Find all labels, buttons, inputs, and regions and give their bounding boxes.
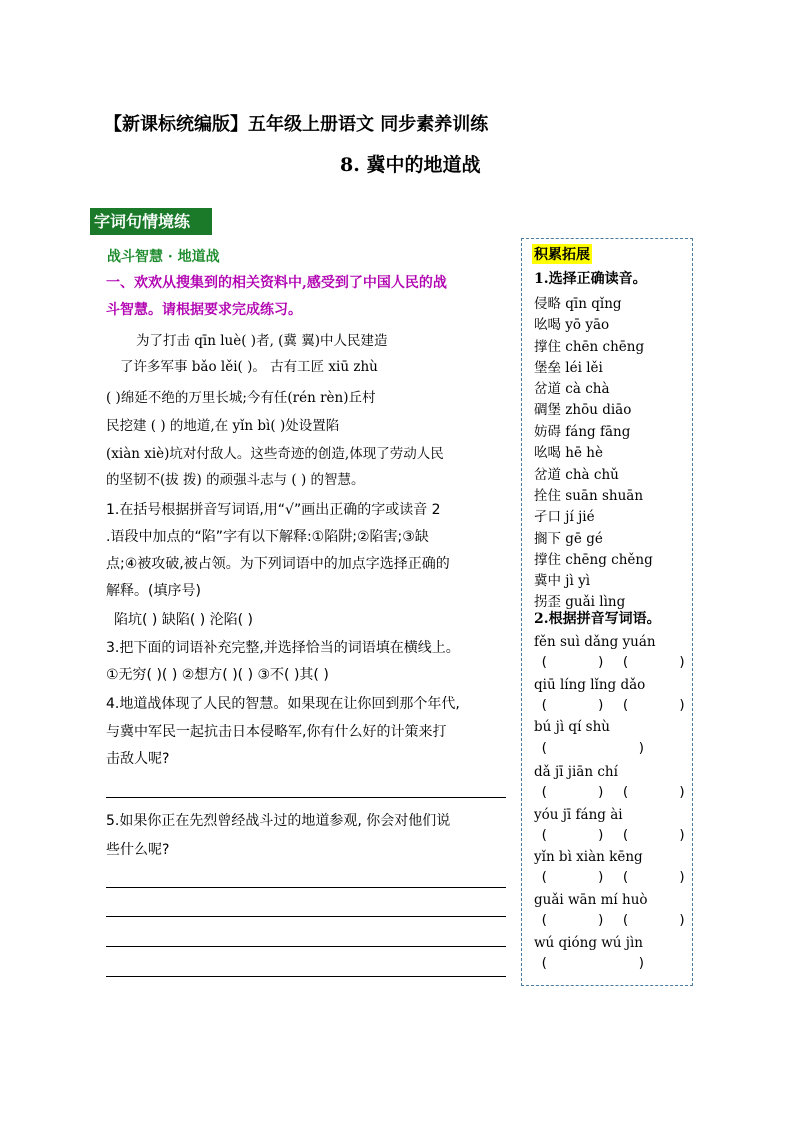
sidebar-pinyin: fěn suì dǎng yuán [534,634,656,650]
sidebar-pinyin: bú jì qí shù [534,719,610,735]
sidebar-reading-item: 碉堡 zhōu diāo [534,402,632,418]
sidebar-blank: ( ) [540,955,646,971]
question-2-items: 陷坑( ) 缺陷( ) 沦陷( ) [114,612,254,628]
sidebar-reading-item: 岔道 cà chà [534,381,610,397]
question-1-line: 1.在括号根据拼音写词语,用“√”画出正确的字或读音 2 [106,502,441,518]
answer-line [106,797,506,798]
section-subtitle: 战斗智慧 · 地道战 [107,249,220,265]
sidebar-blank: ( ) ( ) [540,869,687,885]
sidebar-reading-item: 妨碍 fáng fāng [534,424,631,440]
sidebar-reading-item: 吆喝 hē hè [534,445,603,461]
sidebar-pinyin: guǎi wān mí huò [534,892,648,908]
answer-line [106,976,506,977]
sidebar-blank: ( ) ( ) [540,827,687,843]
section-banner: 字词句情境练 [90,208,212,235]
sidebar-reading-item: 撑住 chēng chěng [534,552,653,568]
sidebar-blank: ( ) ( ) [540,912,687,928]
sidebar-blank: ( ) ( ) [540,784,687,800]
answer-line [106,946,506,947]
sidebar-reading-item: 岔道 chà chǔ [534,467,619,483]
sidebar-reading-item: 搁下 gē gé [534,531,603,547]
question-5-line: 些什么呢? [106,842,170,858]
sidebar-blank: ( ) ( ) [540,654,687,670]
passage-line: 为了打击 qīn luè( )者, (冀 翼)中人民建造 [136,333,388,349]
sidebar-pinyin: yóu jī fáng ài [534,807,623,823]
sidebar-reading-item: 撑住 chēn chēng [534,339,645,355]
sidebar-heading-2: 2.根据拼音写词语。 [534,611,661,627]
sidebar-title: 积累拓展 [532,244,592,264]
sidebar-pinyin: qiū líng lǐng dǎo [534,677,646,693]
question-2-line: 点;④被攻破,被占领。为下列词语中的加点字选择正确的 [106,556,450,572]
question-one-line-1: 一、欢欢从搜集到的相关资料中,感受到了中国人民的战 [106,275,447,291]
question-3-blanks: ①无穷( )( ) ②想方( )( ) ③不( )其( ) [106,667,329,683]
sidebar-reading-item: 冀中 jì yì [534,573,591,589]
question-one-line-2: 斗智慧。请根据要求完成练习。 [106,302,302,318]
question-2-line: .语段中加点的“陷”字有以下解释:①陷阱;②陷害;③缺 [106,529,429,545]
answer-line [106,916,506,917]
lesson-title: 8. 冀中的地道战 [340,154,481,176]
sidebar-reading-item: 拴住 suān shuān [534,488,644,504]
sidebar-pinyin: wú qióng wú jìn [534,935,643,951]
sidebar-blank: ( ) [540,740,646,756]
sidebar-reading-item: 侵略 qīn qǐng [534,296,622,312]
sidebar-heading-1: 1.选择正确读音。 [534,271,647,287]
sidebar-reading-item: 拐歪 guǎi lìng [534,594,626,610]
sidebar-reading-item: 吆喝 yō yāo [534,317,610,333]
question-4-line: 击敌人呢? [106,751,170,767]
page-header-title: 【新课标统编版】五年级上册语文 同步素养训练 [104,114,489,135]
answer-line [106,887,506,888]
passage-line: ( )绵延不绝的万里长城;今有任(rén rèn)丘村 [106,390,376,406]
question-3-line: 3.把下面的词语补充完整,并选择恰当的词语填在横线上。 [106,640,460,656]
sidebar-reading-item: 堡垒 léi lěi [534,360,603,376]
question-4-line: 4.地道战体现了人民的智慧。如果现在让你回到那个年代, [106,696,460,712]
sidebar-pinyin: dǎ jī jiān chí [534,764,618,780]
sidebar-pinyin: yǐn bì xiàn kēng [534,849,643,865]
sidebar-reading-item: 孑口 jí jié [534,509,595,525]
passage-line: 的坚韧不(拔 拨) 的顽强斗志与 ( ) 的智慧。 [106,472,365,488]
question-4-line: 与冀中军民一起抗击日本侵略军,你有什么好的计策来打 [106,724,447,740]
sidebar-blank: ( ) ( ) [540,697,687,713]
passage-line: (xiàn xiè)坑对付敌人。这些奇迹的创造,体现了劳动人民 [106,446,444,462]
passage-line: 民挖建 ( ) 的地道,在 yǐn bì( )处设置陷 [106,418,340,434]
question-2-line: 解释。(填序号) [106,583,201,599]
question-5-line: 5.如果你正在先烈曾经战斗过的地道参观, 你会对他们说 [106,813,451,829]
passage-line: 了许多军事 bǎo lěi( )。 古有工匠 xiū zhù [120,359,378,375]
